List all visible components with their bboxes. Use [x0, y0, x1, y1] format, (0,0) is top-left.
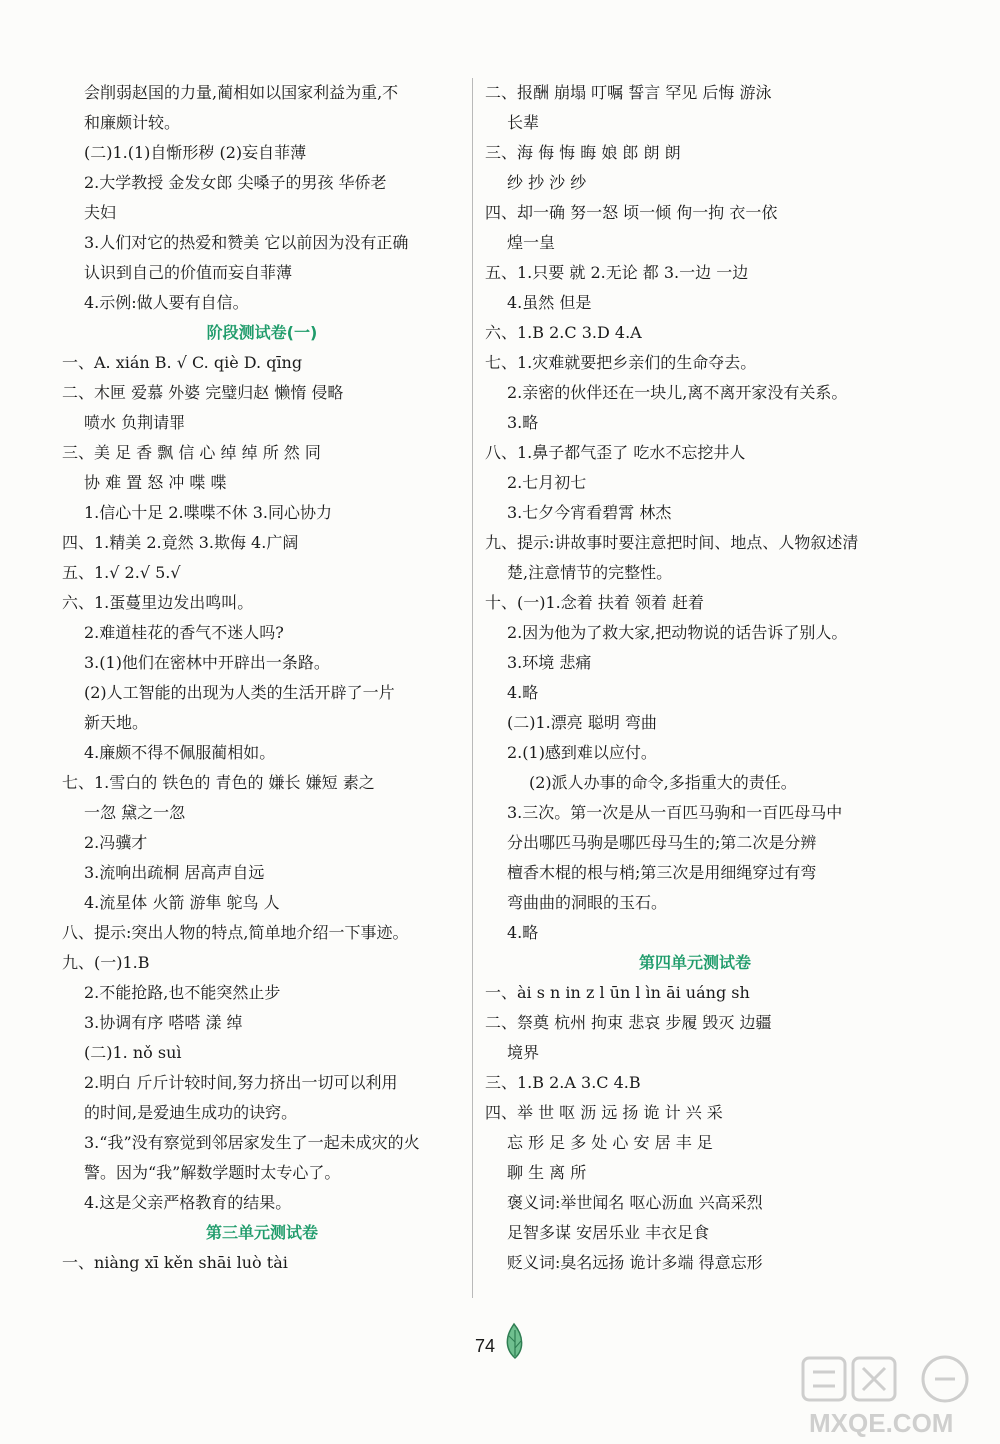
answer-line: 境界 [507, 1043, 540, 1062]
answer-line: 一、A. xián B. √ C. qiè D. qīng [62, 353, 303, 372]
answer-line: 六、1.蛋蔓里边发出鸣叫。 [62, 593, 254, 612]
answer-line: 五、1.√ 2.√ 5.√ [62, 563, 181, 582]
answer-line: 一忽 黛之一忽 [84, 803, 186, 822]
answer-line: 4.这是父亲严格教育的结果。 [84, 1193, 292, 1212]
column-divider [472, 78, 473, 1298]
answer-line: 四、举 世 呕 沥 远 扬 诡 计 兴 采 [485, 1103, 723, 1122]
answer-line: 三、1.B 2.A 3.C 4.B [485, 1073, 641, 1092]
answer-line: 四、1.精美 2.竟然 3.欺侮 4.广阔 [62, 533, 299, 552]
answer-line: 3.流响出疏桐 居高声自远 [84, 863, 265, 882]
answer-line: 檀香木棍的根与梢;第三次是用细绳穿过有弯 [507, 863, 817, 882]
answer-line: 五、1.只要 就 2.无论 都 3.一边 一边 [485, 263, 749, 282]
answer-line: (二)1. nǒ suì [84, 1043, 182, 1062]
left-column [62, 78, 462, 1278]
answer-line: (二)1.漂亮 聪明 弯曲 [507, 713, 657, 732]
answer-line: 煌一皇 [507, 233, 556, 252]
answer-line: 聊 生 离 所 [507, 1163, 587, 1182]
answer-line: 4.略 [507, 923, 539, 942]
answer-line: 2.因为他为了救大家,把动物说的话告诉了别人。 [507, 623, 848, 642]
answer-line: 3.环境 悲痛 [507, 653, 592, 672]
answer-line: 六、1.B 2.C 3.D 4.A [485, 323, 642, 342]
answer-line: 九、提示:讲故事时要注意把时间、地点、人物叙述清 [485, 533, 859, 552]
answer-line: 的时间,是爱迪生成功的诀窍。 [84, 1103, 298, 1122]
answer-line: 分出哪匹马驹是哪匹母马生的;第二次是分辨 [507, 833, 817, 852]
answer-line: 新天地。 [84, 713, 149, 732]
answer-line: 2.(1)感到难以应付。 [507, 743, 657, 762]
answer-line: 3.人们对它的热爱和赞美 它以前因为没有正确 [84, 233, 409, 252]
answer-line: 七、1.灾难就要把乡亲们的生命夺去。 [485, 353, 757, 372]
answer-line: 2.冯骥才 [84, 833, 148, 852]
answer-line: 四、却一确 努一怒 顷一倾 佝一拘 衣一依 [485, 203, 778, 222]
answer-line: 3.三次。第一次是从一百匹马驹和一百匹母马中 [507, 803, 843, 822]
answer-line: (2)人工智能的出现为人类的生活开辟了一片 [84, 683, 395, 702]
svg-text:MXQE.COM: MXQE.COM [809, 1408, 954, 1438]
answer-line: 三、美 足 香 飘 信 心 绰 绰 所 然 同 [62, 443, 321, 462]
answer-line: 3.协调有序 嗒嗒 漾 绰 [84, 1013, 243, 1032]
answer-line: 喷水 负荆请罪 [84, 413, 186, 432]
answer-line: 2.大学教授 金发女郎 尖嗓子的男孩 华侨老 [84, 173, 387, 192]
answer-line: 九、(一)1.B [62, 953, 150, 972]
answer-line: 纱 抄 沙 纱 [507, 173, 587, 192]
answer-line: 1.信心十足 2.喋喋不休 3.同心协力 [84, 503, 332, 522]
answer-line: 3.“我”没有察觉到邻居家发生了一起未成灾的火 [84, 1133, 420, 1152]
answer-line: 3.七夕今宵看碧霄 林杰 [507, 503, 672, 522]
answer-line: 协 难 置 怒 冲 喋 喋 [84, 473, 227, 492]
answer-line: 一、ài s n in z l ūn l ìn āi uáng sh [485, 983, 750, 1002]
answer-line: 七、1.雪白的 铁色的 青色的 嫌长 嫌短 素之 [62, 773, 375, 792]
answer-line: 八、1.鼻子都气歪了 吃水不忘挖井人 [485, 443, 746, 462]
answer-line: 2.亲密的伙伴还在一块儿,离不离开家没有关系。 [507, 383, 848, 402]
answer-line: 三、海 侮 悔 晦 娘 郎 朗 朗 [485, 143, 681, 162]
answer-line: 忘 形 足 多 处 心 安 居 丰 足 [507, 1133, 713, 1152]
answer-line: 褒义词:举世闻名 呕心沥血 兴高采烈 [507, 1193, 763, 1212]
section-heading: 第四单元测试卷 [638, 953, 751, 972]
watermark-logo [795, 1352, 995, 1442]
answer-line: 4.略 [507, 683, 539, 702]
answer-line: 2.明白 斤斤计较时间,努力挤出一切可以利用 [84, 1073, 398, 1092]
answer-line: 贬义词:臭名远扬 诡计多端 得意忘形 [507, 1253, 763, 1272]
answer-line: 足智多谋 安居乐业 丰衣足食 [507, 1223, 710, 1242]
answer-line: 二、祭奠 杭州 拘束 悲哀 步履 毁灭 边疆 [485, 1013, 772, 1032]
answer-line: 二、报酬 崩塌 叮嘱 誓言 罕见 后悔 游泳 [485, 83, 772, 102]
answer-line: 4.虽然 但是 [507, 293, 592, 312]
section-heading: 阶段测试卷(一) [206, 323, 318, 342]
answer-line: 4.示例:做人要有自信。 [84, 293, 249, 312]
answer-line: 楚,注意情节的完整性。 [507, 563, 673, 582]
answer-line: 夫妇 [84, 203, 117, 222]
answer-line: 二、木匣 爱慕 外婆 完璧归赵 懒惰 侵略 [62, 383, 344, 402]
answer-line: 会削弱赵国的力量,蔺相如以国家利益为重,不 [84, 83, 399, 102]
answer-line: 弯曲曲的洞眼的玉石。 [507, 893, 668, 912]
answer-line: 3.(1)他们在密林中开辟出一条路。 [84, 653, 330, 672]
answer-line: (二)1.(1)自惭形秽 (2)妄自菲薄 [84, 143, 307, 162]
answer-line: 八、提示:突出人物的特点,简单地介绍一下事迹。 [62, 923, 409, 942]
answer-line: 3.略 [507, 413, 539, 432]
answer-line: 一、niàng xī kěn shāi luò tài [62, 1253, 288, 1272]
answer-line: 认识到自己的价值而妄自菲薄 [84, 263, 293, 282]
answer-line: 2.七月初七 [507, 473, 587, 492]
answer-line: (2)派人办事的命令,多指重大的责任。 [529, 773, 797, 792]
answer-line: 和廉颇计较。 [84, 113, 181, 132]
answer-line: 十、(一)1.念着 扶着 领着 赶着 [485, 593, 705, 612]
answer-line: 长辈 [507, 113, 540, 132]
answer-line: 警。因为“我”解数学题时太专心了。 [84, 1163, 341, 1182]
answer-line: 4.廉颇不得不佩服蔺相如。 [84, 743, 276, 762]
page-number: 74 [475, 1336, 496, 1356]
answer-line: 4.流星体 火箭 游隼 鸵鸟 人 [84, 893, 280, 912]
section-heading: 第三单元测试卷 [205, 1223, 318, 1242]
leaf-icon [500, 1320, 530, 1360]
answer-line: 2.难道桂花的香气不迷人吗? [84, 623, 284, 642]
answer-line: 2.不能抢路,也不能突然止步 [84, 983, 281, 1002]
right-column [485, 78, 905, 1278]
